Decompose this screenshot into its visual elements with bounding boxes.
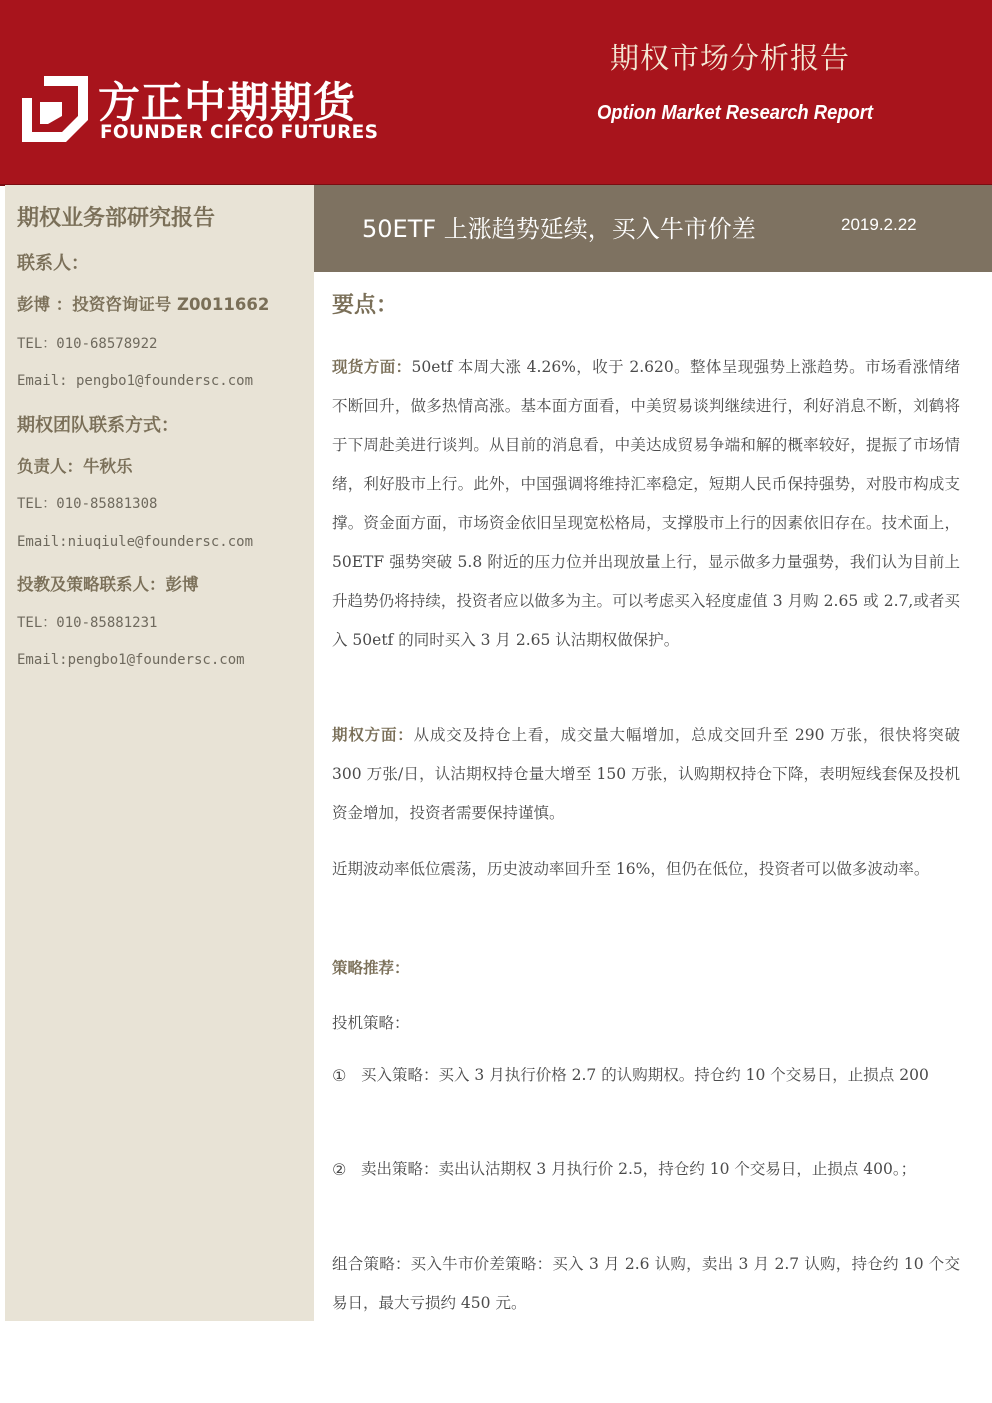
contacts-label: 联系人： bbox=[17, 253, 89, 274]
buy-strategy-item: 买入策略：买入 3 月执行价格 2.7 的认购期权。持仓约 10 个交易日，止损点 200 bbox=[361, 1066, 929, 1084]
company-name-en: FOUNDER CIFCO FUTURES bbox=[100, 122, 379, 143]
report-header bbox=[0, 0, 992, 186]
speculative-strategy-label: 投机策略： bbox=[332, 1014, 410, 1032]
article-title: 50ETF 上涨趋势延续，买入牛市价差 bbox=[362, 215, 756, 243]
team-label: 期权团队联系方式： bbox=[17, 415, 179, 436]
report-title-cn: 期权市场分析报告 bbox=[610, 41, 851, 75]
team-leader: 负责人：牛秋乐 bbox=[17, 457, 133, 476]
team-email[interactable]: Email:niuqiule@foundersc.com bbox=[17, 534, 254, 550]
volatility-paragraph: 近期波动率低位震荡，历史波动率回升至 16%，但仍在低位，投资者可以做多波动率。 bbox=[332, 860, 930, 878]
key-points-heading: 要点： bbox=[332, 293, 399, 318]
combo-strategy-paragraph: 组合策略：买入牛市价差策略：买入 3 月 2.6 认购，卖出 3 月 2.7 认购，持仓约 10 个交易日，最大亏损约 450 元。 bbox=[332, 1255, 960, 1312]
edu-email[interactable]: Email:pengbo1@foundersc.com bbox=[17, 652, 245, 668]
item-1-number: ① bbox=[332, 1066, 347, 1085]
option-label: 期权方面： bbox=[332, 726, 414, 744]
option-text: 从成交及持仓上看，成交量大幅增加，总成交回升至 290 万张，很快将突破 300 万张/日，认沽期权持仓量大增至 150 万张，认购期权持仓下降，表明短线套保及投机资金增加，投资者需要保持谨慎。 bbox=[332, 726, 960, 822]
report-title-bar bbox=[314, 185, 992, 272]
contact-tel: TEL：010-68578922 bbox=[17, 336, 158, 352]
spot-paragraph bbox=[332, 348, 960, 660]
contact-email[interactable]: Email: pengbo1@foundersc.com bbox=[17, 373, 254, 389]
sidebar-title: 期权业务部研究报告 bbox=[17, 206, 216, 231]
item-2-number: ② bbox=[332, 1160, 347, 1179]
spot-label: 现货方面： bbox=[332, 358, 412, 376]
strategy-heading: 策略推荐： bbox=[332, 959, 410, 977]
article-date: 2019.2.22 bbox=[841, 215, 917, 234]
sell-strategy-item: 卖出策略：卖出认沽期权 3 月执行价 2.5，持仓约 10 个交易日，止损点 400。； bbox=[361, 1160, 917, 1178]
company-name-cn: 方正中期期货 bbox=[98, 78, 357, 127]
founder-logo-icon bbox=[22, 76, 88, 142]
contact-sidebar bbox=[5, 185, 314, 1321]
edu-tel: TEL：010-85881231 bbox=[17, 615, 158, 631]
contact-name: 彭博 ：投资咨询证号 Z0011662 bbox=[17, 295, 270, 314]
spot-text: 50etf 本周大涨 4.26%，收于 2.620。整体呈现强势上涨趋势。市场看涨情绪不断回升，做多热情高涨。基本面方面看，中美贸易谈判继续进行，利好消息不断，刘鹤将于下周赴美进行谈判。从目前的消息看，中美达成贸易争端和解的概率较好，提振了市场情绪，利好股市上行。此外，中国强调将维持汇率稳定，短期人民币保持强势，对股市构成支撑。资金面方面，市场资金依旧呈现宽松格局，支撑股市上行的因素依旧存在。技术面上，50ETF 强势突破 5.8 附近的压力位并出现放量上行，显示做多力量强势，我们认为目前上升趋势仍将持续，投资者应以做多为主。可以考虑买入轻度虚值 3 月购 2.65 或 2.7,或者买入 50etf 的同时买入 3 月 2.65 认沽期权做保护。 bbox=[332, 358, 960, 649]
report-title-en: Option Market Research Report bbox=[597, 102, 874, 124]
edu-contact: 投教及策略联系人：彭博 bbox=[17, 575, 199, 594]
option-paragraph bbox=[332, 716, 960, 833]
team-tel: TEL：010-85881308 bbox=[17, 496, 158, 512]
